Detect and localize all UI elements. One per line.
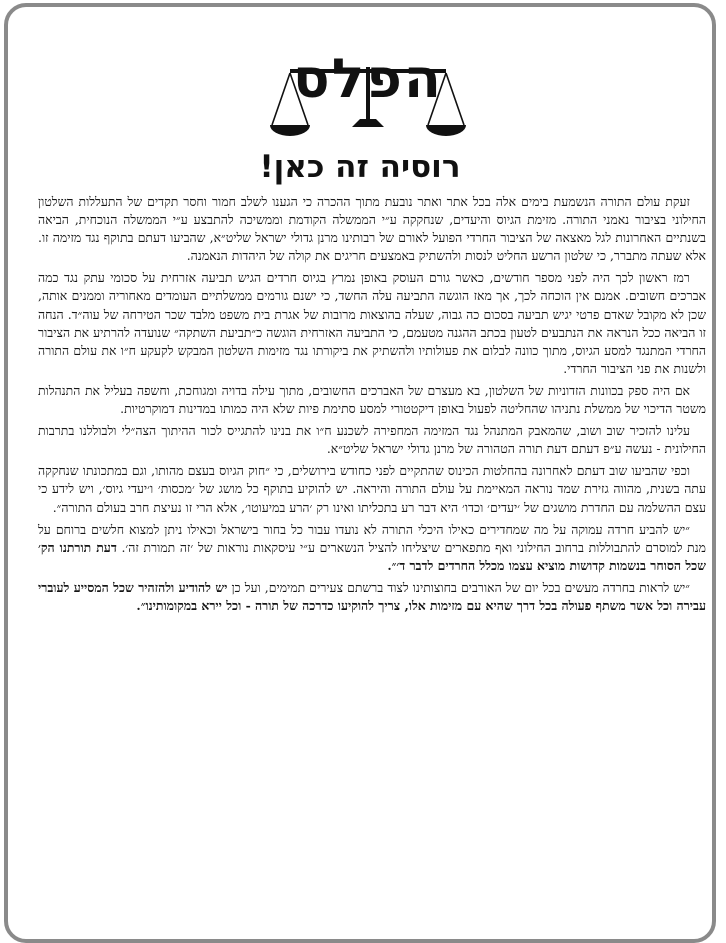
paragraph: אם היה ספק בכוונות הזדוניות של השלטון, בא מעצרם של האברכים החשובים, מתוך עילה בדויה ומגוחכת, וחשפה בעליל את התנהלות משטר הדיכוי של ממשלת נתניהו שהחליטה לפעול באופן דיקטטורי למסע סתימת פיות שלא היה כמותו במדינות דמוקרטיות. (38, 382, 706, 417)
paragraph: ״יש להביע חרדה עמוקה על מה שמחדירים כאילו היכלי התורה לא נועדו עבור כל בחור בישראל וכאילו ניתן למצוא חלשים ברוחם על מנת למוסרם להתבוללות ברחוב החילוני ואף מתפארים שיצליחו להציל הנשארים ע״י עיסקאות נוראות של ׳זה תמורת זה׳. דעת תורתנו הק׳ שכל הסוחר בנשמות קדושות מוציא עצמו מכלל החרדים לדבר ד׳״. (38, 521, 706, 573)
masthead-logo (270, 47, 466, 151)
paragraph: וכפי שהביעו שוב דעתם לאחרונה בהחלטות הכינוס שהתקיים לפני כחודש בירושלים, כי ״חוק הגיוס בעצם מהותו, וגם במתכונתו שנחקקה עתה בשנית, מהווה גזירת שמד נוראה המאיימת על עולם התורה והיראה. יש להוקיע בתוקף כל מושג של ׳מכסות׳ ו׳יעדי גיוס׳, ויש לידע כי עצם ההשלמה עם החדרת מושגים של ׳יעדים׳ וכדו׳ היא דבר רע בתכליתו ואינו רק ׳הרע במיעוטו׳, אלא הרי זו נעיצת חרב בעולם התורה״. (38, 463, 706, 515)
bold-statement: יש להודיע ולהזהיר שכל המסייע לעוברי עבירה וכל אשר משתף פעולה בכל דרך שהיא עם מזימות אלו, צריך להוקיעו כדרכה של תורה - וכל יירא במקומותינו״. (38, 579, 706, 613)
headline: רוסיה זה כאן! (259, 149, 461, 185)
paragraph: ״יש לראות בחרדה מעשים בכל יום של האורבים בחוצותינו לצוד ברשתם צעירים תמימים, ועל כן יש להודיע ולהזהיר שכל המסייע לעוברי עבירה וכל אשר משתף פעולה בכל דרך שהיא עם מזימות אלו, צריך להוקיעו כדרכה של תורה - וכל יירא במקומותינו״. (38, 579, 706, 613)
paragraph: עלינו להזכיר שוב ושוב, שהמאבק המתנהל נגד המזימה המחפירה לשכנע ח״ו את בנינו להתגייס לכור ההיתוך הצה״לי ולבוללנו בתרבות החילונית - נעשה ע״פ דעתם דעת תורה הטהורה של מרנן גדולי ישראל שליט״א. (38, 423, 706, 457)
article-body (38, 193, 706, 619)
masthead-title: הפלס (293, 47, 443, 110)
paragraph: זעקת עולם התורה הנשמעת בימים אלה בכל אתר ואתר נובעת מתוך ההכרה כי הגענו לשלב חמור וחסר תקדים של התעללות השלטון החילוני בציבור נאמני התורה. מזימת הגיוס והיעדים, שנחקקה ע״י הממשלה הקודמת וממשיכה להתבצע ע״י הממשלה הנוכחית, הביאה בשנתיים האחרונות לגל מאצאה של הציבור החרדי הפועל לאורם של רבותינו מרנן גדולי ישראל שליט״א, שהביעו דעתם בתוקף נגד מזימה זו. אלא שעתה מתברר, כי שלטון הרשע החליט לנסות ולהשתיק באמצעים חריגים את קולה של היהדות הנאמנה. (38, 194, 706, 264)
page-frame (4, 3, 716, 943)
paragraph: רמז ראשון לכך היה לפני מספר חודשים, כאשר גורם העוסק באופן נמרץ בגיוס חרדים הגיש תביעה אזרחית על סכומי עתק נגד כמה אברכים חשובים. אמנם אין הוכחה לכך, אך מאז הוגשה התביעה עלה החשד, כי ישנם גורמים ממשלתיים העומדים מאחוריה וממנים אותה, שכן לא מקובל שאדם פרטי יגיש תביעה בסכום כה גבוה, שעלה בהוצאות מרובות של אגרת בית משפט מלבד שכר הטירחה של עוה״ד. הנחה זו הביאה ככל הנראה את הנתבעים לטעון בכתב ההגנה מטעמם, כי התביעה האזרחית הוגשה כ״תביעת השתקה״ שנועדה להרתיע את הציבור החרדי המתנגד למסע הגיוס, מתוך כוונה לבלום את פעולותיו ולהשתיק את ביקורתו נגד מזימות השלטון המבקש לקעקע ח״ו את עולם התורה ולשנות את פני הציבור החרדי. (38, 270, 706, 376)
bold-statement: דעת תורתנו הק׳ שכל הסוחר בנשמות קדושות מוציא עצמו מכלל החרדים לדבר ד׳״. (38, 539, 706, 573)
